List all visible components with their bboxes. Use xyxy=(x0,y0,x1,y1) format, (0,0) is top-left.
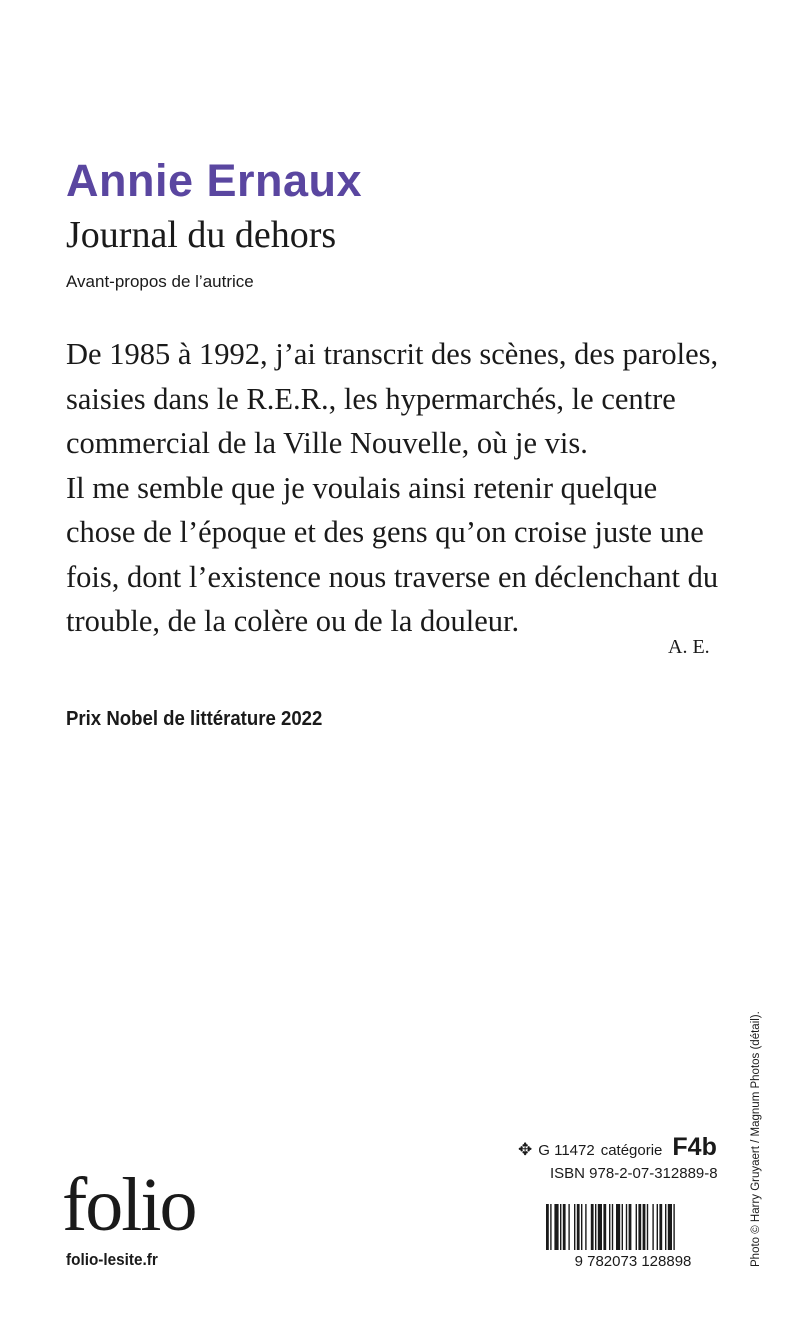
barcode-bar xyxy=(626,1204,627,1250)
catalog-row xyxy=(518,1133,717,1162)
barcode-bar xyxy=(629,1204,632,1250)
barcode-bar xyxy=(616,1204,620,1250)
barcode-digits: 9 782073 128898 xyxy=(574,1253,692,1268)
barcode-bar xyxy=(638,1204,641,1250)
barcode-bar xyxy=(585,1204,586,1250)
isbn: ISBN 978-2-07-312889-8 xyxy=(550,1165,718,1182)
book-title: Journal du dehors xyxy=(66,214,337,256)
barcode-bars xyxy=(546,1204,675,1250)
barcode-bar xyxy=(668,1204,672,1250)
category-code: F4b xyxy=(672,1133,717,1161)
barcode-bar xyxy=(659,1204,662,1250)
barcode-bar xyxy=(598,1204,602,1250)
barcode-bar xyxy=(643,1204,646,1250)
foreword-note: Avant-propos de l’autrice xyxy=(66,272,254,291)
author-initials: A. E. xyxy=(668,636,710,658)
barcode-bar xyxy=(647,1204,648,1250)
barcode-bar xyxy=(574,1204,575,1250)
author-name: Annie Ernaux xyxy=(66,155,363,206)
barcode-bar xyxy=(591,1204,594,1250)
photo-credit: Photo © Harry Gruyaert / Magnum Photos (détail). xyxy=(750,1011,762,1267)
blurb-paragraph-1: De 1985 à 1992, j’ai transcrit des scènes, des paroles, saisies dans le R.E.R., les hypermarchés, le centre commercial de la Ville Nouvelle, où je vis. xyxy=(66,337,719,460)
barcode-bar xyxy=(636,1204,637,1250)
barcode-bar xyxy=(550,1204,551,1250)
folio-emblem-icon: ✥ xyxy=(518,1140,533,1159)
barcode-bar xyxy=(612,1204,613,1250)
folio-logo: folio xyxy=(62,1163,196,1247)
barcode-bar xyxy=(554,1204,558,1250)
barcode-bar xyxy=(603,1204,606,1250)
barcode-bar xyxy=(657,1204,658,1250)
prize-line: Prix Nobel de littérature 2022 xyxy=(66,708,323,730)
barcode-bar xyxy=(652,1204,653,1250)
barcode-bar xyxy=(577,1204,580,1250)
barcode-bar xyxy=(546,1204,549,1250)
blurb-paragraph-2: Il me semble que je voulais ainsi retenir quelque chose de l’époque et des gens qu’on croise juste une fois, dont l’existence nous traverse en déclenchant du trouble, de la colère ou de la douleur. xyxy=(66,470,719,638)
barcode-bar xyxy=(673,1204,674,1250)
barcode xyxy=(544,1204,722,1268)
barcode-bar xyxy=(622,1204,623,1250)
back-cover-blurb xyxy=(66,332,726,644)
barcode-bar xyxy=(665,1204,666,1250)
category-label: catégorie xyxy=(600,1142,663,1159)
barcode-bar xyxy=(595,1204,596,1250)
barcode-bar xyxy=(563,1204,566,1250)
catalog-code: G 11472 xyxy=(538,1142,595,1159)
barcode-bar xyxy=(560,1204,561,1250)
barcode-bar xyxy=(568,1204,569,1250)
publisher-website: folio-lesite.fr xyxy=(66,1250,158,1269)
barcode-bar xyxy=(581,1204,582,1250)
barcode-bar xyxy=(609,1204,610,1250)
